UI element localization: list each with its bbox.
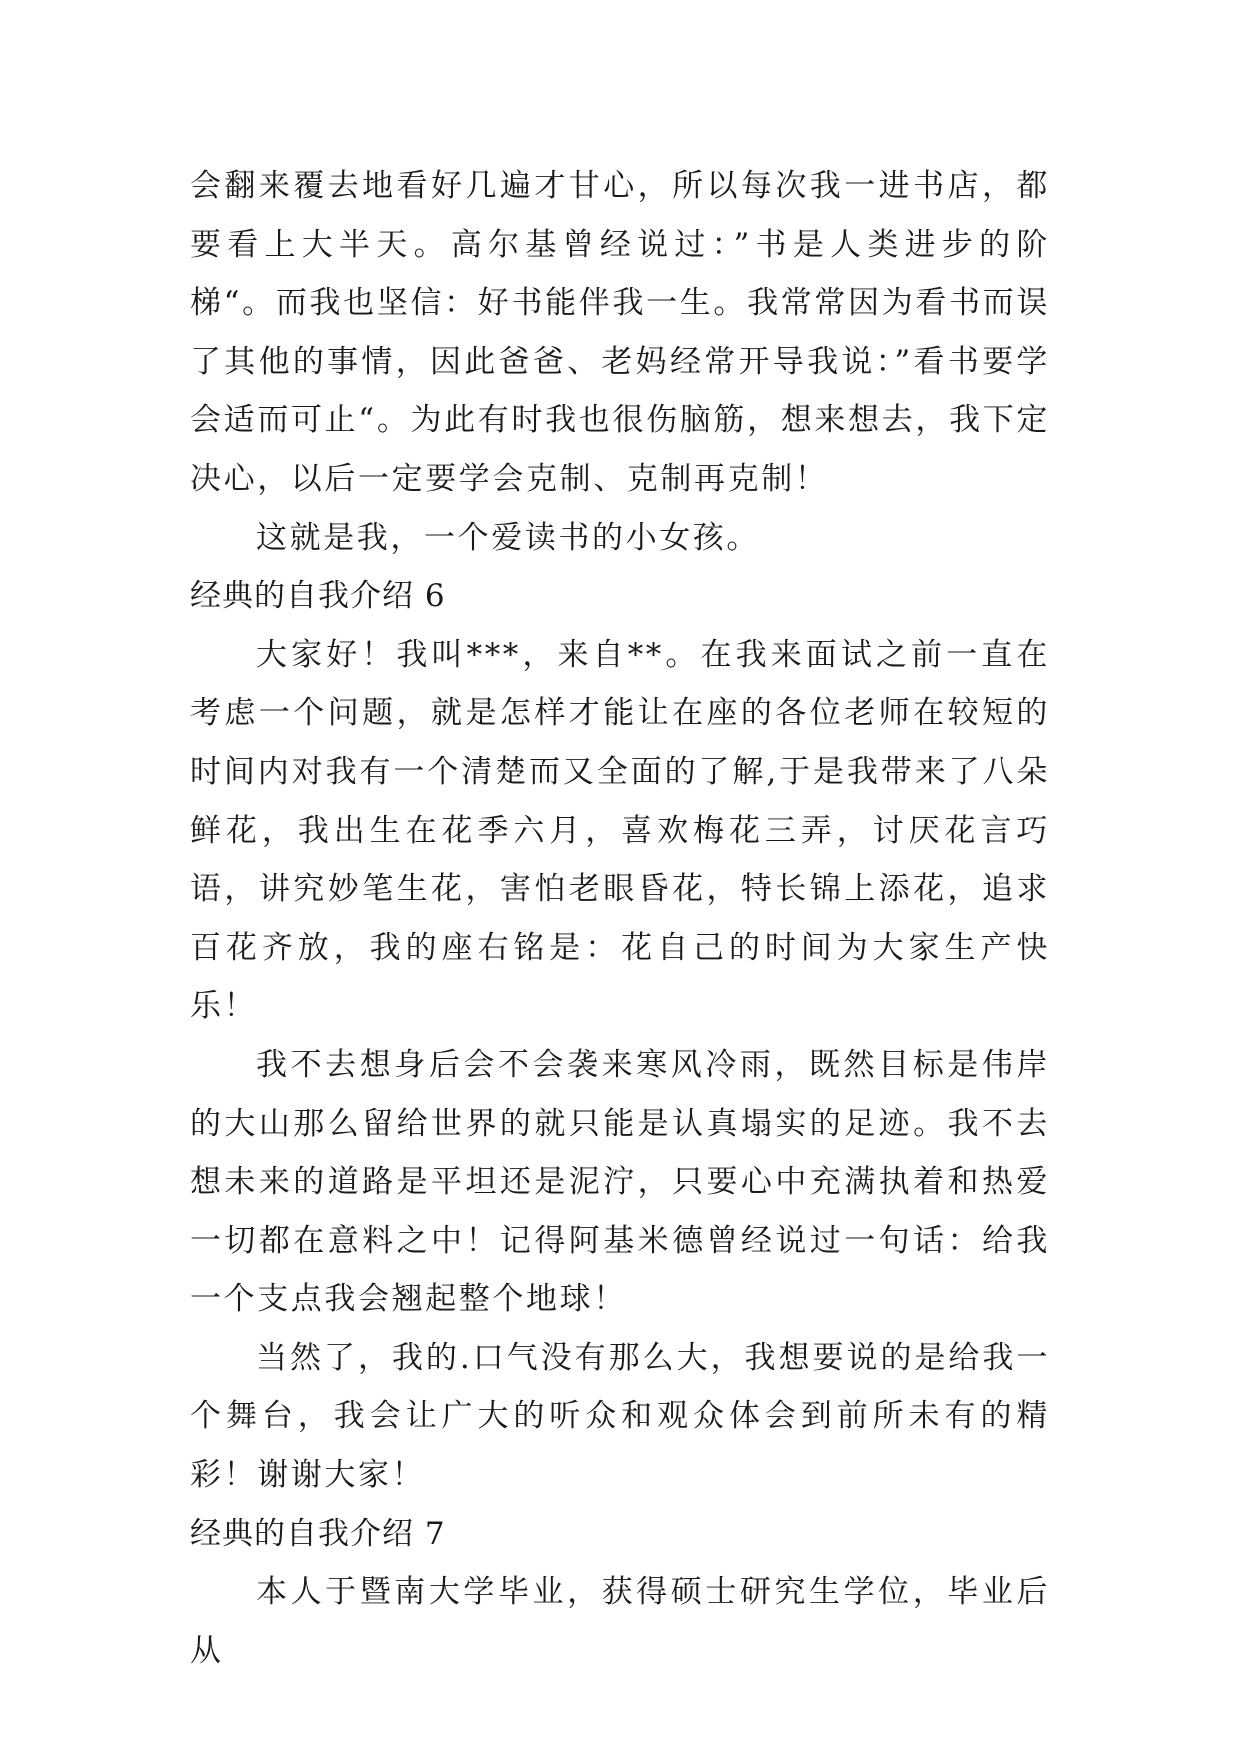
paragraph-ambition: 我不去想身后会不会袭来寒风冷雨，既然目标是伟岸的大山那么留给世界的就只能是认真塌实的足迹。我不去想未来的道路是平坦还是泥泞，只要心中充满执着和热爱一切都在意料之中！记得阿基米德曾经说过一句话：给我一个支点我会翘起整个地球！ — [190, 1046, 1050, 1318]
paragraph-closing-line: 这就是我，一个爱读书的小女孩。 — [256, 519, 760, 556]
paragraph-education: 本人于暨南大学毕业，获得硕士研究生学位，毕业后从 — [190, 1574, 1050, 1669]
document-body — [190, 157, 1050, 1680]
paragraph-reading-habits: 会翻来覆去地看好几遍才甘心，所以每次我一进书店，都要看上大半天。高尔基曾经说过：”书是人类进步的阶梯“。而我也坚信：好书能伴我一生。我常常因为看书而误了其他的事情，因此爸爸、老妈经常开导我说：”看书要学会适而可止“。为此有时我也很伤脑筋，想来想去，我下定决心，以后一定要学会克制、克制再克制！ — [190, 168, 1050, 497]
section-heading-6: 经典的自我介绍 6 — [190, 578, 446, 615]
section-heading-7: 经典的自我介绍 7 — [190, 1515, 446, 1552]
paragraph-greeting: 大家好！我叫***，来自**。在我来面试之前一直在考虑一个问题，就是怎样才能让在座的各位老师在较短的时间内对我有一个清楚而又全面的了解,于是我带来了八朵鲜花，我出生在花季六月，喜欢梅花三弄，讨厌花言巧语，讲究妙笔生花，害怕老眼昏花，特长锦上添花，追求百花齐放，我的座右铭是：花自己的时间为大家生产快乐！ — [190, 636, 1050, 1025]
paragraph-thanks: 当然了，我的.口气没有那么大，我想要说的是给我一个舞台，我会让广大的听众和观众体会到前所未有的精彩！谢谢大家！ — [190, 1339, 1050, 1494]
